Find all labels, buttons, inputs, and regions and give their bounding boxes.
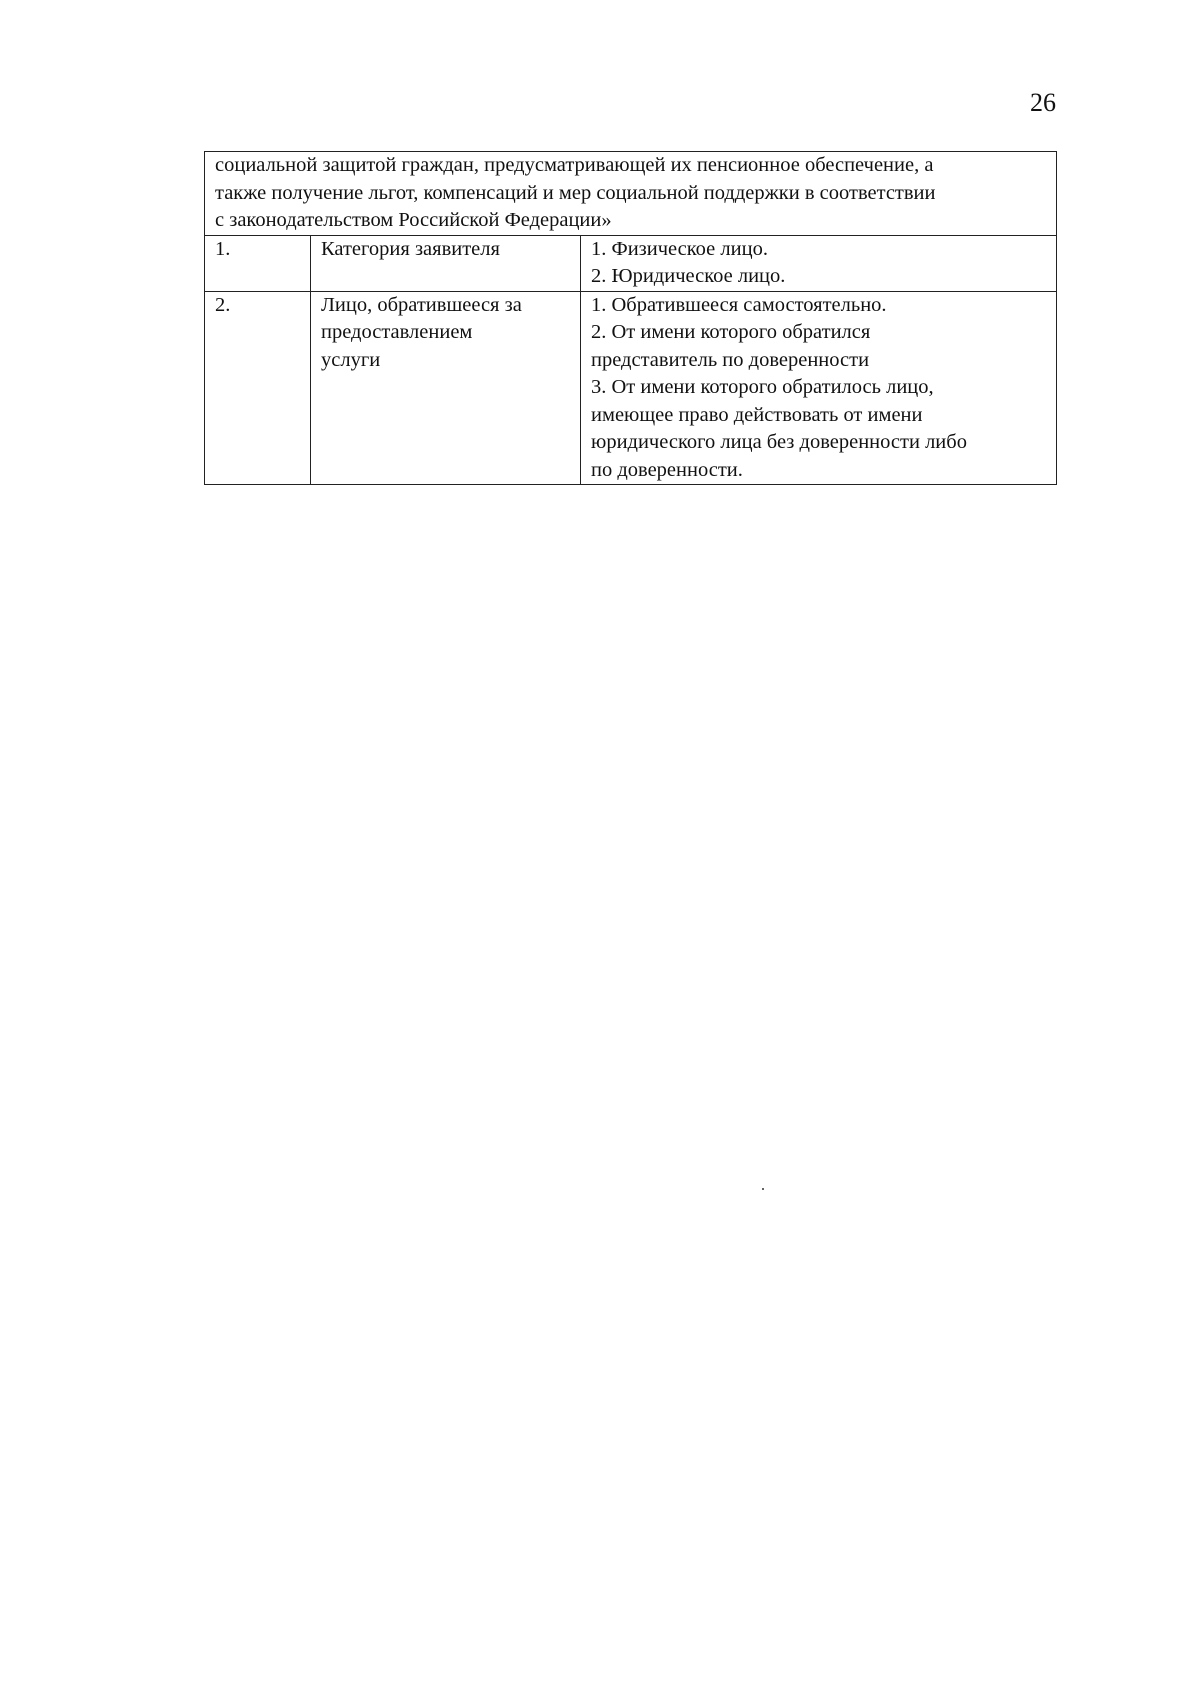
row-name-cell [311,291,581,485]
header-line: с законодательством Российской Федерации» [215,209,612,231]
row-name-line: Лицо, обратившееся за [321,293,522,316]
row-name-line: Категория заявителя [321,237,500,260]
row-name-line: услуги [321,348,381,371]
row-value-line: 1. Обратившееся самостоятельно. [591,293,887,316]
row-value-cell [581,291,1057,485]
row-name-line: предоставлением [321,321,473,343]
row-number: 2. [215,293,231,316]
table-header-cell [205,152,1057,236]
row-number-cell [205,291,311,485]
row-value-line: юридического лица без доверенности либо [591,431,967,453]
table-row [205,291,1057,485]
row-name-cell [311,235,581,291]
row-value-line: 1. Физическое лицо. [591,237,768,260]
page-number: 26 [1030,88,1056,117]
row-value-line: представитель по доверенности [591,348,870,371]
row-value-line: имеющее право действовать от имени [591,403,923,426]
row-number: 1. [215,237,231,260]
header-line: также получение льгот, компенсаций и мер социальной поддержки в соответствии [215,181,936,204]
table-header-row [205,152,1057,236]
row-number-cell [205,235,311,291]
scan-speck [762,1188,764,1190]
header-line: социальной защитой граждан, предусматривающей их пенсионное обеспечение, а [215,154,934,176]
table-row [205,235,1057,291]
row-value-line: 2. От имени которого обратился [591,321,871,343]
applicant-category-table [204,151,1057,485]
row-value-cell [581,235,1057,291]
row-value-line: 2. Юридическое лицо. [591,265,786,287]
row-value-line: 3. От имени которого обратилось лицо, [591,376,934,398]
row-value-line: по доверенности. [591,458,743,481]
